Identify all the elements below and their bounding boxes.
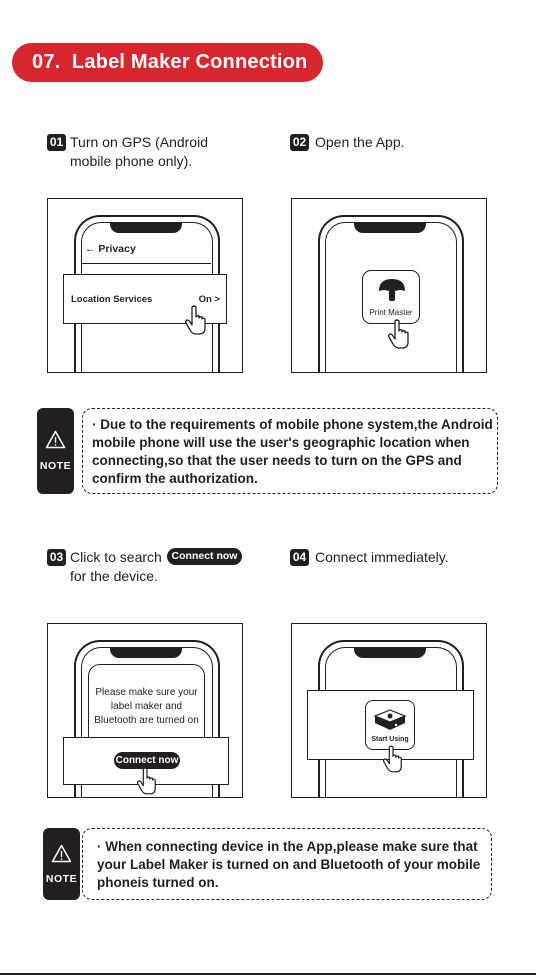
illustration-start-using bbox=[291, 623, 487, 798]
tap-hand-icon bbox=[382, 745, 404, 773]
phone-notch bbox=[354, 223, 426, 233]
note-label: NOTE bbox=[45, 873, 78, 885]
app-name: Print Master bbox=[369, 308, 413, 317]
connect-now-button[interactable]: Connect now bbox=[114, 752, 180, 769]
warning-icon bbox=[51, 844, 72, 863]
phone-notch bbox=[110, 223, 182, 233]
start-using-label: Start Using bbox=[371, 736, 409, 743]
mushroom-logo-icon bbox=[377, 277, 407, 303]
note-tab bbox=[37, 408, 74, 494]
step-number-01: 01 bbox=[47, 134, 66, 151]
step-01-text: Turn on GPS (Android mobile phone only). bbox=[70, 134, 208, 169]
illustration-open-app bbox=[291, 198, 487, 373]
tap-hand-icon bbox=[184, 305, 208, 335]
start-using-card[interactable] bbox=[365, 700, 415, 750]
privacy-header: ← Privacy bbox=[85, 243, 136, 255]
section-title bbox=[12, 43, 323, 82]
note-text-bluetooth: · When connecting device in the App,please make sure that your Label Maker is turned on and Bluetooth of your mobile phoneis turned on. bbox=[97, 839, 481, 890]
step-number-03: 03 bbox=[47, 549, 66, 566]
label-maker-device-icon bbox=[372, 707, 408, 733]
illustration-gps bbox=[47, 198, 243, 373]
step-number-02: 02 bbox=[290, 134, 309, 151]
step-04-text: Connect immediately. bbox=[315, 549, 449, 565]
phone-notch bbox=[354, 648, 426, 658]
location-services-label: Location Services bbox=[71, 294, 153, 305]
note-label: NOTE bbox=[39, 460, 72, 472]
step-number-04: 04 bbox=[290, 549, 309, 566]
warning-icon bbox=[45, 430, 66, 449]
dialog-message: Please make sure your label maker and Bluetooth are turned on bbox=[94, 687, 199, 726]
phone-notch bbox=[110, 648, 182, 658]
tap-hand-icon bbox=[136, 767, 158, 795]
connect-now-badge: Connect now bbox=[167, 548, 242, 565]
section-title-text: Label Maker Connection bbox=[71, 51, 308, 73]
location-services-value: On > bbox=[198, 294, 220, 305]
print-master-app-icon[interactable] bbox=[362, 270, 420, 324]
section-number: 07. bbox=[32, 51, 61, 73]
note-text-gps: · Due to the requirements of mobile phone system,the Android mobile phone will use the user's geographic location when connecting,so that the user needs to turn on the GPS and confirm the authorization. bbox=[92, 417, 493, 486]
back-arrow-icon: ← bbox=[85, 243, 96, 255]
step-03-text: Click to search for the device. bbox=[70, 549, 162, 584]
illustration-connect bbox=[47, 623, 243, 798]
tap-hand-icon bbox=[387, 319, 411, 349]
step-02-text: Open the App. bbox=[315, 134, 405, 150]
page-bottom-rule bbox=[0, 973, 536, 975]
note-tab bbox=[43, 828, 80, 900]
divider bbox=[81, 263, 211, 264]
